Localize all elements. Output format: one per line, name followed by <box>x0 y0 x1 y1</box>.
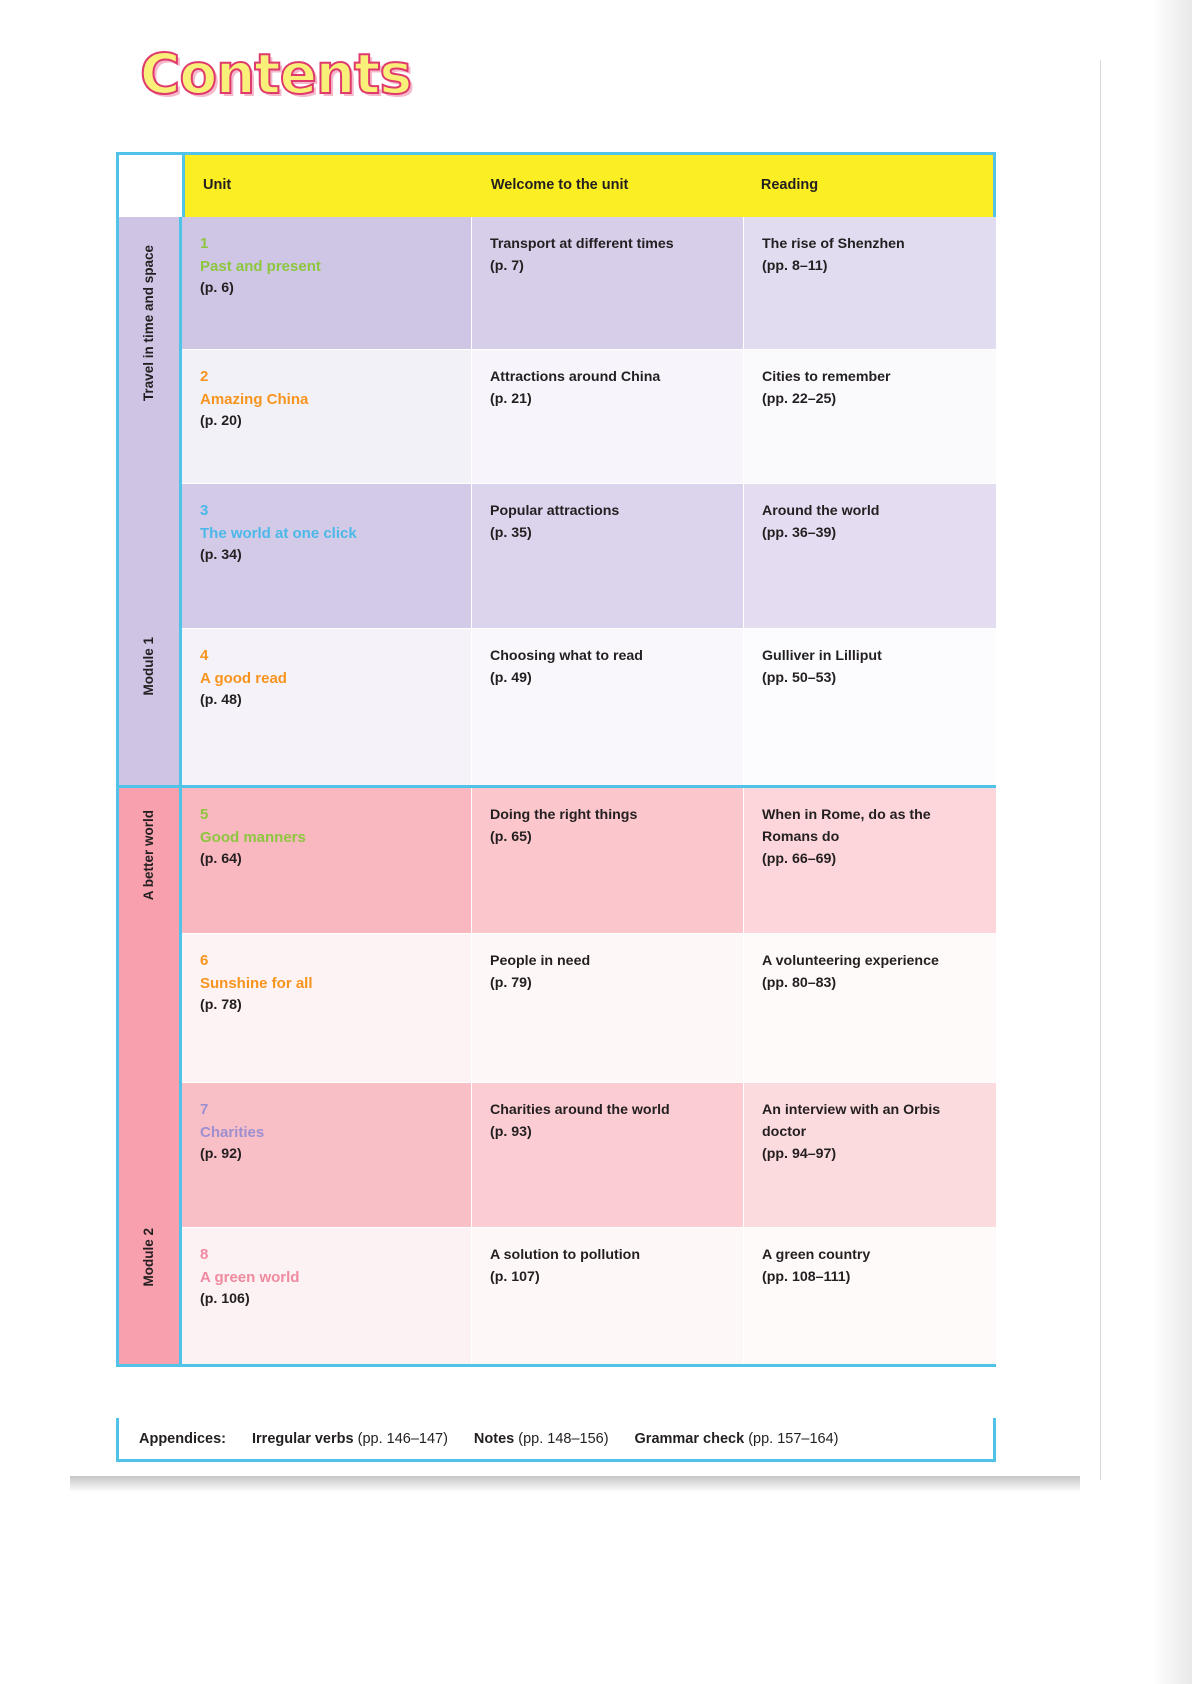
appendix-name: Grammar check <box>634 1430 745 1447</box>
reading-cell <box>744 788 996 933</box>
welcome-title: Doing the right things <box>490 807 638 823</box>
welcome-title: Charities around the world <box>490 1102 670 1118</box>
reading-cell <box>744 1228 996 1364</box>
welcome-title: Popular attractions <box>490 503 620 519</box>
unit-number: 8 <box>200 1246 209 1263</box>
reading-title: A green country <box>762 1247 871 1263</box>
unit-title: Past and present <box>200 257 321 275</box>
reading-page: (pp. 22–25) <box>762 391 837 407</box>
welcome-cell <box>472 217 744 349</box>
reading-cell <box>744 484 996 628</box>
unit-cell <box>182 788 472 933</box>
table-row[interactable] <box>182 217 996 350</box>
unit-number: 2 <box>200 368 209 385</box>
unit-cell <box>182 1083 472 1227</box>
unit-title: Charities <box>200 1123 265 1141</box>
unit-title: A green world <box>200 1268 300 1286</box>
unit-cell <box>182 350 472 483</box>
unit-page: (p. 6) <box>200 280 234 296</box>
welcome-cell <box>472 350 744 483</box>
module-2-rows <box>182 788 996 1364</box>
unit-page: (p. 78) <box>200 997 242 1013</box>
table-row[interactable] <box>182 350 996 484</box>
unit-page: (p. 106) <box>200 1291 250 1307</box>
appendix-item[interactable] <box>635 1431 839 1447</box>
module-2-theme: A better world <box>141 810 156 901</box>
table-row[interactable] <box>182 484 996 629</box>
welcome-page: (p. 79) <box>490 975 532 991</box>
reading-page: (pp. 94–97) <box>762 1146 837 1162</box>
welcome-title: Choosing what to read <box>490 648 643 664</box>
welcome-page: (p. 65) <box>490 829 532 845</box>
reading-title: A volunteering experience <box>762 953 939 969</box>
table-row[interactable] <box>182 934 996 1083</box>
reading-cell <box>744 629 996 785</box>
module-1-spine <box>119 217 182 785</box>
module-1-label: Module 1 <box>141 637 156 696</box>
unit-page: (p. 92) <box>200 1146 242 1162</box>
welcome-title: Attractions around China <box>490 369 661 385</box>
contents-table <box>116 152 996 1367</box>
unit-number: 7 <box>200 1101 209 1118</box>
reading-cell <box>744 934 996 1082</box>
welcome-page: (p. 21) <box>490 391 532 407</box>
appendix-name: Notes <box>473 1430 515 1447</box>
welcome-page: (p. 93) <box>490 1124 532 1140</box>
welcome-page: (p. 107) <box>490 1269 540 1285</box>
unit-title: The world at one click <box>200 524 357 542</box>
welcome-cell <box>472 629 744 785</box>
column-header-welcome: Welcome to the unit <box>490 177 629 193</box>
reading-cell <box>744 217 996 349</box>
reading-title: Around the world <box>762 503 880 519</box>
welcome-cell <box>472 1083 744 1227</box>
column-header-unit: Unit <box>203 177 232 193</box>
unit-number: 4 <box>200 647 209 664</box>
reading-cell <box>744 350 996 483</box>
unit-page: (p. 64) <box>200 851 242 867</box>
welcome-title: People in need <box>490 953 591 969</box>
welcome-page: (p. 35) <box>490 525 532 541</box>
unit-title: Amazing China <box>200 390 309 408</box>
unit-number: 1 <box>200 235 209 252</box>
table-row[interactable] <box>182 788 996 934</box>
unit-page: (p. 34) <box>200 547 242 563</box>
unit-page: (p. 20) <box>200 413 242 429</box>
unit-number: 3 <box>200 502 209 519</box>
module-2-spine <box>119 788 182 1364</box>
reading-title: An interview with an Orbis doctor <box>762 1102 941 1140</box>
reading-page: (pp. 108–111) <box>762 1269 851 1285</box>
welcome-page: (p. 49) <box>490 670 532 686</box>
appendix-item[interactable] <box>252 1431 448 1447</box>
appendix-pages: (pp. 146–147) <box>357 1430 448 1447</box>
reading-page: (pp. 80–83) <box>762 975 837 991</box>
welcome-title: Transport at different times <box>490 236 674 252</box>
module-1-rows <box>182 217 996 785</box>
welcome-cell <box>472 788 744 933</box>
welcome-cell <box>472 1228 744 1364</box>
module-2-block <box>119 788 182 1364</box>
module-2-section <box>119 788 993 1364</box>
page-title: Contents <box>140 42 412 106</box>
reading-cell <box>744 1083 996 1227</box>
reading-title: When in Rome, do as the Romans do <box>762 807 931 845</box>
scan-shadow-right <box>1152 0 1192 1684</box>
unit-number: 5 <box>200 806 209 823</box>
reading-title: Cities to remember <box>762 369 891 385</box>
unit-cell <box>182 934 472 1082</box>
column-header-reading: Reading <box>760 177 819 193</box>
module-2-label: Module 2 <box>141 1228 156 1287</box>
unit-cell <box>182 484 472 628</box>
scan-shadow-bottom <box>70 1476 1080 1492</box>
reading-title: Gulliver in Lilliput <box>762 648 882 664</box>
appendix-pages: (pp. 157–164) <box>748 1430 839 1447</box>
module-1-theme: Travel in time and space <box>141 245 156 402</box>
welcome-cell <box>472 484 744 628</box>
table-row[interactable] <box>182 1228 996 1364</box>
unit-cell <box>182 1228 472 1364</box>
appendix-name: Irregular verbs <box>252 1430 354 1447</box>
appendix-item[interactable] <box>474 1431 609 1447</box>
table-header-row <box>182 155 993 217</box>
appendices-row <box>116 1418 996 1462</box>
unit-title: Good manners <box>200 828 306 846</box>
unit-title: Sunshine for all <box>200 974 313 992</box>
appendix-pages: (pp. 148–156) <box>518 1430 609 1447</box>
appendices-label: Appendices: <box>139 1430 227 1447</box>
welcome-page: (p. 7) <box>490 258 524 274</box>
module-1-block <box>119 217 182 785</box>
unit-cell <box>182 217 472 349</box>
reading-page: (pp. 8–11) <box>762 258 828 274</box>
scan-fold-line <box>1100 60 1101 1480</box>
reading-page: (pp. 66–69) <box>762 851 837 867</box>
module-1-section <box>119 217 993 785</box>
welcome-title: A solution to pollution <box>490 1247 640 1263</box>
reading-title: The rise of Shenzhen <box>762 236 905 252</box>
table-row[interactable] <box>182 1083 996 1228</box>
unit-number: 6 <box>200 952 209 969</box>
unit-page: (p. 48) <box>200 692 242 708</box>
reading-page: (pp. 36–39) <box>762 525 837 541</box>
unit-title: A good read <box>200 669 287 687</box>
reading-page: (pp. 50–53) <box>762 670 837 686</box>
welcome-cell <box>472 934 744 1082</box>
table-row[interactable] <box>182 629 996 785</box>
unit-cell <box>182 629 472 785</box>
